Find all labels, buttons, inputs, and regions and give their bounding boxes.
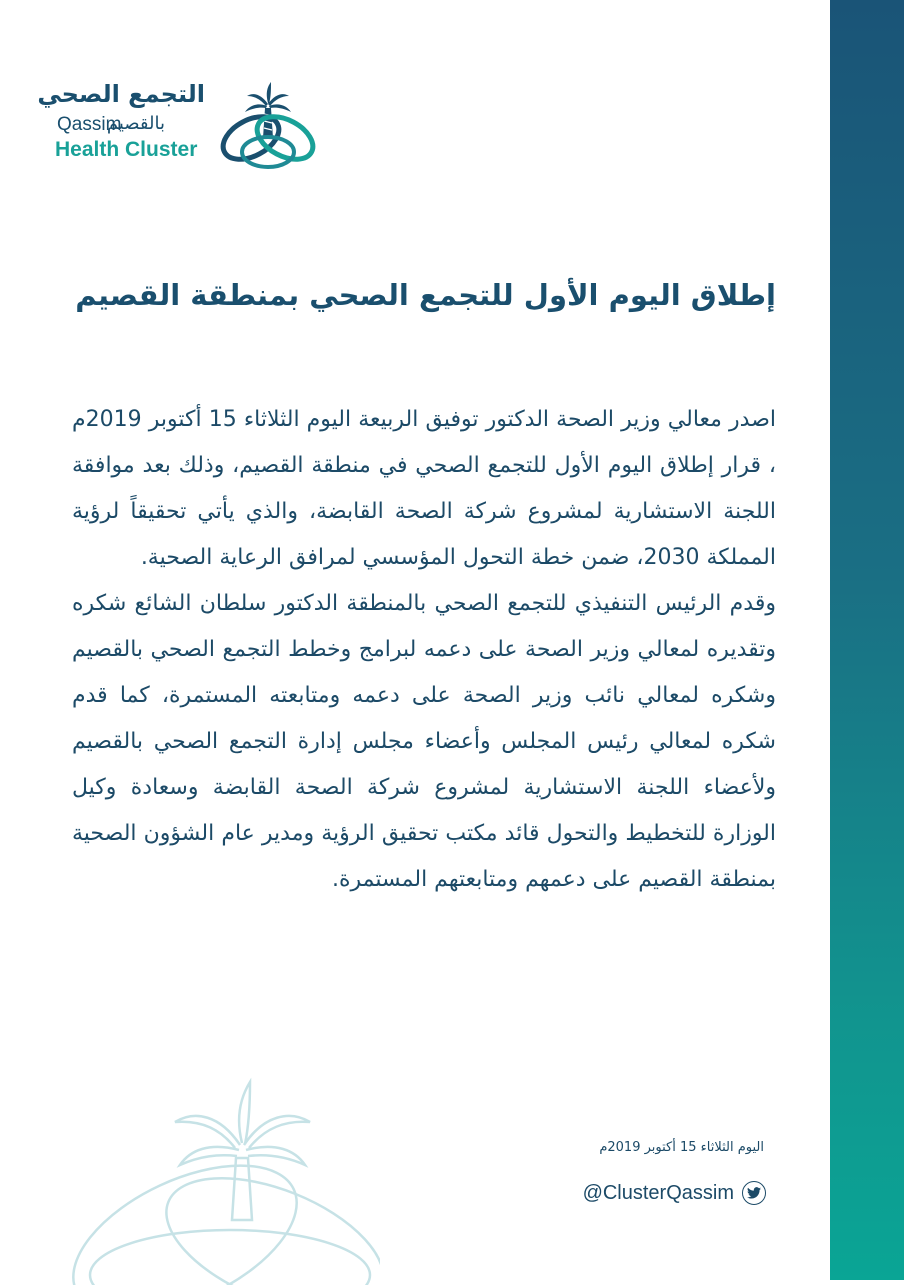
twitter-handle-row[interactable] xyxy=(583,1180,766,1206)
palm-rings-logo-icon xyxy=(213,76,323,186)
logo-arabic-subtitle: بالقصيم xyxy=(106,113,165,134)
health-cluster-logo xyxy=(37,80,325,190)
page-title: إطلاق اليوم الأول للتجمع الصحي بمنطقة القصيم xyxy=(75,278,776,312)
side-color-band xyxy=(830,0,904,1280)
paragraph-1: اصدر معالي وزير الصحة الدكتور توفيق الربيعة اليوم الثلاثاء 15 أكتوبر 2019م ، قرار إطلاق اليوم الأول للتجمع الصحي في منطقة القصيم، وذلك بعد موافقة اللجنة الاستشارية لمشروع شركة الصحة القابضة، والذي يأتي تحقيقاً لرؤية المملكة 2030، ضمن خطة التحول المؤسسي لمرافق الرعاية الصحية. xyxy=(72,407,776,570)
twitter-handle[interactable]: @ClusterQassim xyxy=(582,1181,734,1204)
footer-date: اليوم الثلاثاء 15 أكتوبر 2019م xyxy=(599,1140,764,1155)
logo-arabic-title: التجمع الصحي xyxy=(37,80,205,108)
logo-english-qassim: Qassim xyxy=(57,114,122,135)
logo-english-cluster: Health Cluster xyxy=(55,138,198,161)
watermark-logo-icon xyxy=(50,1070,380,1285)
article-body xyxy=(72,397,776,903)
paragraph-2: وقدم الرئيس التنفيذي للتجمع الصحي بالمنطقة الدكتور سلطان الشائع شكره وتقديره لمعالي وزير الصحة على دعمه لبرامج وخطط التجمع الصحي بالقصيم وشكره لمعالي نائب وزير الصحة على دعمه ومتابعته المستمرة، كما قدم شكره لمعالي رئيس المجلس وأعضاء مجلس إدارة التجمع الصحي بالقصيم ولأعضاء اللجنة الاستشارية لمشروع شركة الصحة القابضة وسعادة وكيل الوزارة للتخطيط والتحول قائد مكتب تحقيق الرؤية ومدير عام الشؤون الصحية بمنطقة القصيم على دعمهم ومتابعتهم المستمرة. xyxy=(72,591,776,892)
twitter-bird-icon[interactable] xyxy=(742,1181,766,1205)
